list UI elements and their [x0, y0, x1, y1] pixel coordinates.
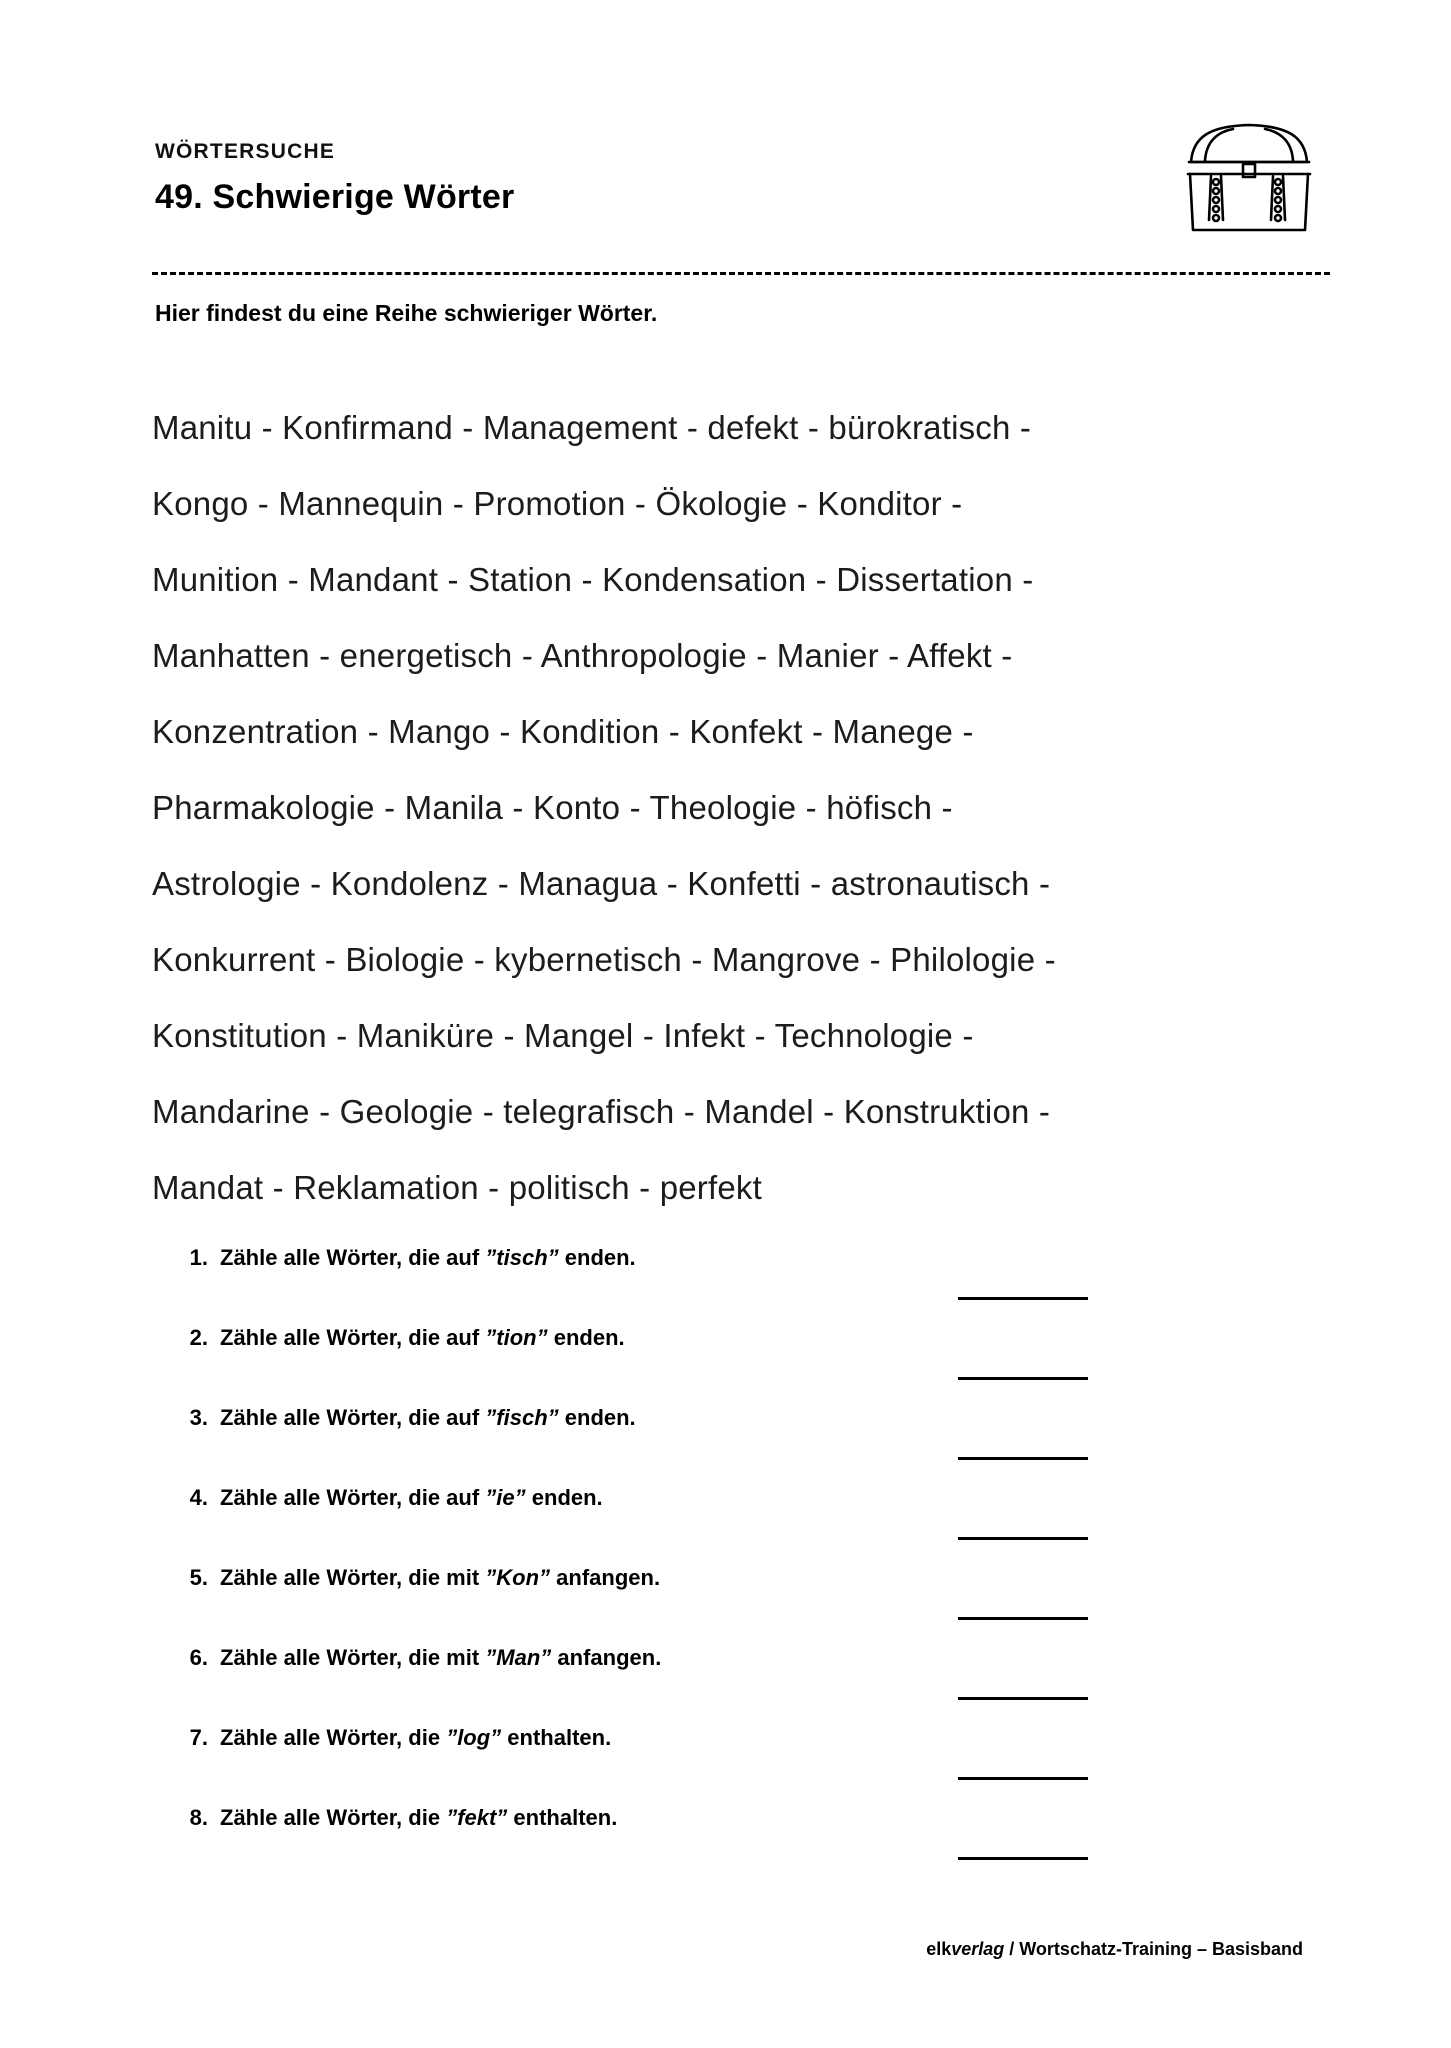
question-text: Zähle alle Wörter, die mit ”Kon” anfangen. [220, 1565, 661, 1590]
question-number: 2. [189, 1325, 208, 1350]
question-number: 6. [189, 1645, 208, 1670]
question-item [168, 1485, 1288, 1565]
footer-publisher-italic: verlag [951, 1939, 1005, 1959]
word-list-line: Mandarine - Geologie - telegrafisch - Mandel - Konstruktion - [152, 1093, 1051, 1130]
question-text: Zähle alle Wörter, die mit ”Man” anfangen. [220, 1645, 662, 1670]
answer-blank[interactable] [958, 1777, 1088, 1780]
question-number: 4. [189, 1485, 208, 1510]
question-text: Zähle alle Wörter, die auf ”tisch” enden. [220, 1245, 636, 1270]
answer-blank[interactable] [958, 1617, 1088, 1620]
question-item [168, 1725, 1288, 1805]
instruction-text: Hier findest du eine Reihe schwieriger Wörter. [155, 300, 658, 326]
question-item [168, 1245, 1288, 1325]
question-number: 3. [189, 1405, 208, 1430]
question-text: Zähle alle Wörter, die ”fekt” enthalten. [220, 1805, 618, 1830]
question-number: 5. [189, 1565, 208, 1590]
page-kicker: WÖRTERSUCHE [155, 140, 336, 163]
word-list-line: Kongo - Mannequin - Promotion - Ökologie - Konditor - [152, 485, 963, 522]
answer-blank[interactable] [958, 1537, 1088, 1540]
page-header [155, 140, 1305, 217]
word-list-line: Manitu - Konfirmand - Management - defekt - bürokratisch - [152, 409, 1032, 446]
word-list-line: Astrologie - Kondolenz - Managua - Konfetti - astronautisch - [152, 865, 1051, 902]
answer-blank[interactable] [958, 1377, 1088, 1380]
divider [152, 272, 1330, 275]
footer-series: / Wortschatz-Training – Basisband [1004, 1939, 1303, 1959]
word-list [152, 390, 1332, 1226]
question-item [168, 1405, 1288, 1485]
word-list-line: Munition - Mandant - Station - Kondensation - Dissertation - [152, 561, 1034, 598]
question-number: 8. [189, 1805, 208, 1830]
question-number: 7. [189, 1725, 208, 1750]
word-list-line: Konstitution - Maniküre - Mangel - Infekt - Technologie - [152, 1017, 974, 1054]
question-item [168, 1645, 1288, 1725]
answer-blank[interactable] [958, 1297, 1088, 1300]
word-list-line: Konkurrent - Biologie - kybernetisch - Mangrove - Philologie - [152, 941, 1056, 978]
answer-blank[interactable] [958, 1857, 1088, 1860]
question-item [168, 1565, 1288, 1645]
question-list [168, 1245, 1288, 1885]
footer-publisher: elk [926, 1939, 952, 1959]
word-list-line: Konzentration - Mango - Kondition - Konfekt - Manege - [152, 713, 974, 750]
word-list-line: Pharmakologie - Manila - Konto - Theologie - höfisch - [152, 789, 953, 826]
answer-blank[interactable] [958, 1457, 1088, 1460]
page-title: 49. Schwierige Wörter [155, 178, 515, 216]
question-text: Zähle alle Wörter, die ”log” enthalten. [220, 1725, 612, 1750]
word-list-line: Mandat - Reklamation - politisch - perfekt [152, 1169, 762, 1206]
question-item [168, 1325, 1288, 1405]
answer-blank[interactable] [958, 1697, 1088, 1700]
treasure-chest-icon [1175, 120, 1325, 240]
question-text: Zähle alle Wörter, die auf ”fisch” enden. [220, 1405, 636, 1430]
question-item [168, 1805, 1288, 1885]
question-text: Zähle alle Wörter, die auf ”tion” enden. [220, 1325, 625, 1350]
question-number: 1. [189, 1245, 208, 1270]
word-list-line: Manhatten - energetisch - Anthropologie - Manier - Affekt - [152, 637, 1013, 674]
question-text: Zähle alle Wörter, die auf ”ie” enden. [220, 1485, 603, 1510]
footer [926, 1939, 1303, 1960]
